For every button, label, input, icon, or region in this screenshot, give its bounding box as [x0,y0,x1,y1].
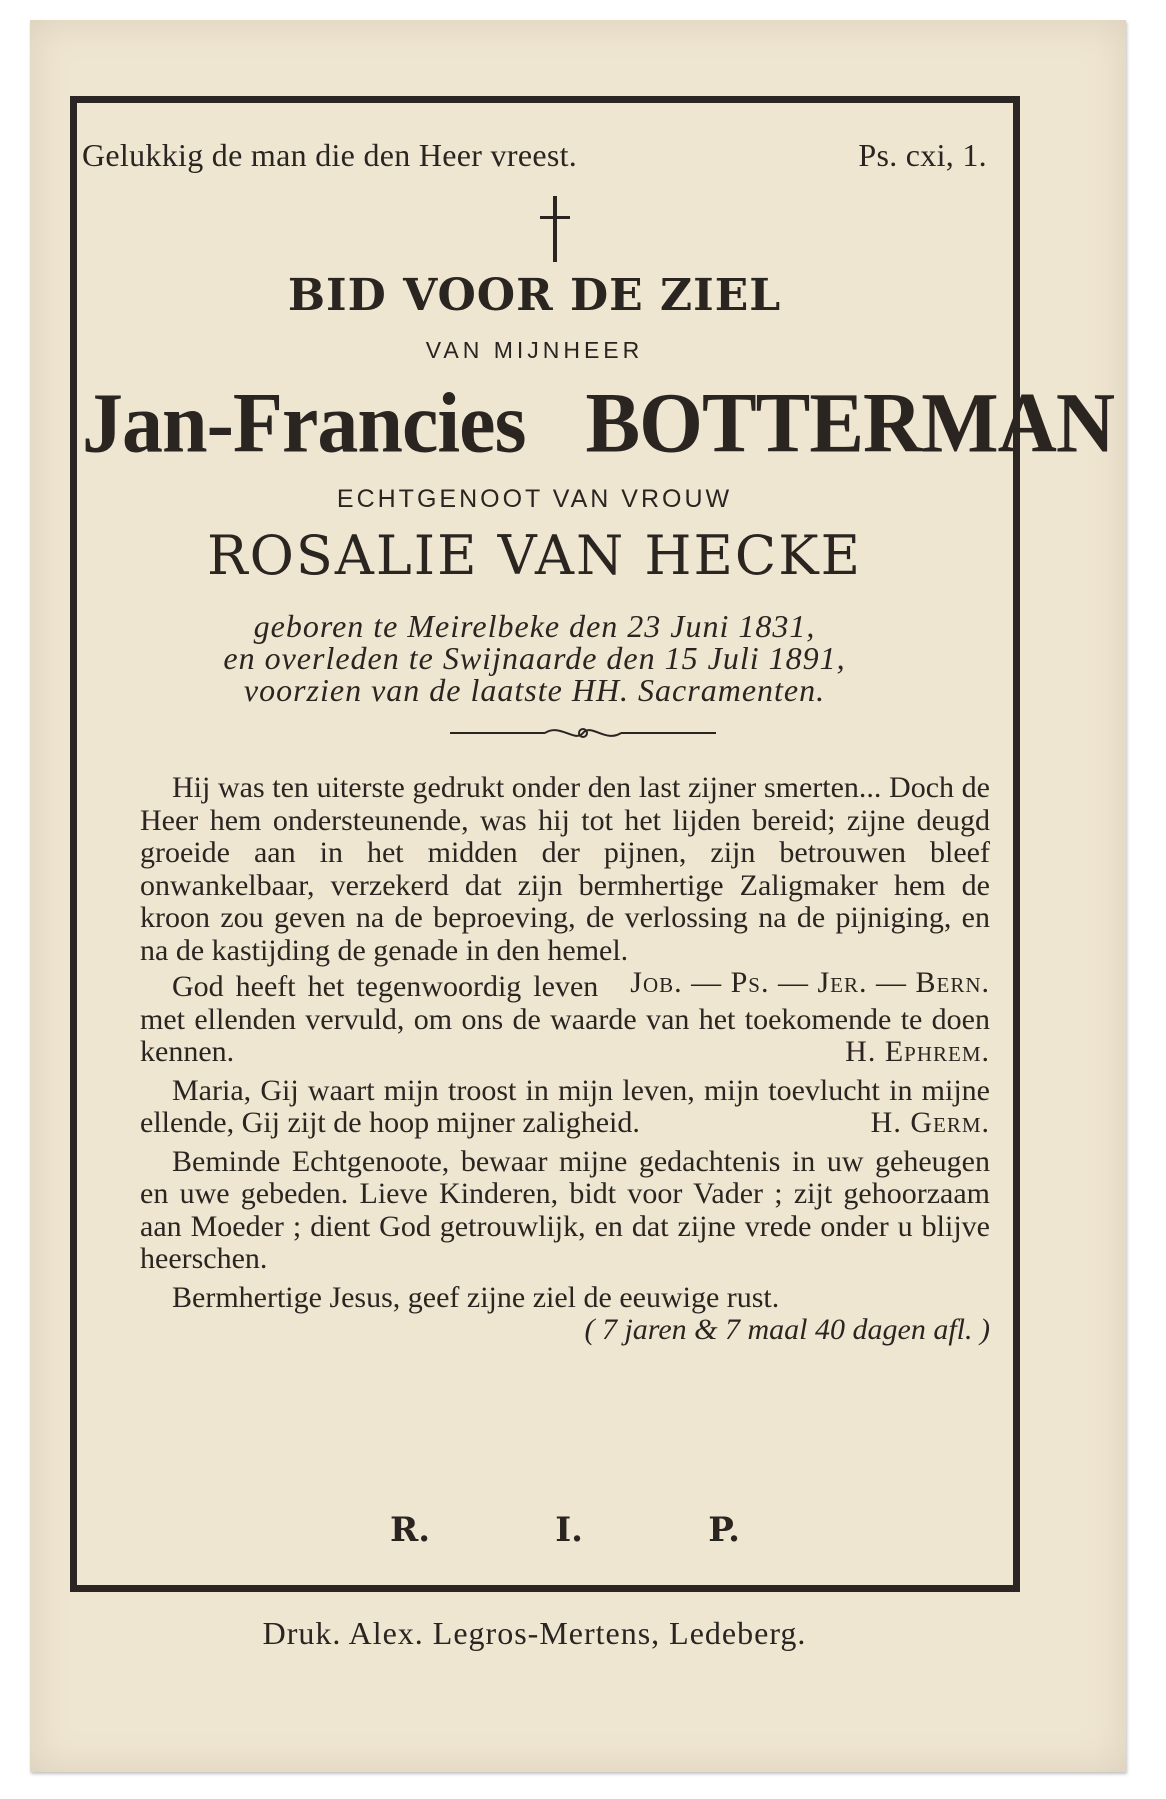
header-line [82,137,987,174]
sacraments-line: voorzien van de laatste HH. Sacramenten. [243,672,826,708]
spouse-name: ROSALIE VAN HECKE [206,524,863,587]
motto: Gelukkig de man die den Heer vreest. [82,137,578,173]
paragraph: God heeft het tegenwoordig leven met ellenden vervuld, om ons de waarde van het toekomende te doen kennen. H. Ephrem. [140,970,990,1068]
attribution: H. Ephrem. [845,1035,990,1068]
prayer-heading: BID VOOR DE ZIEL [287,270,782,321]
death-line: en overleden te Swijnaarde den 15 Juli 1891, [223,640,846,676]
surname: BOTTERMAN [585,374,1115,471]
cross-icon [540,196,570,262]
printer-imprint: Druk. Alex. Legros-Mertens, Ledeberg. [262,1615,807,1651]
paragraph: Beminde Echtgenoote, bewaar mijne gedachtenis in uw geheugen en uwe gebeden. Lieve Kinderen, bidt voor Vader ; zijt gehoorzaam aan Moeder ; dient God getrouwlijk, en dat zijne vrede onder u blijve heerschen. [140,1144,990,1275]
psalm-reference: Ps. cxi, 1. [858,137,987,173]
deceased-name [82,374,1115,473]
text-body [140,772,990,1347]
indulgence-note: ( 7 jaren & 7 maal 40 dagen afl. ) [584,1313,990,1346]
first-name: Jan-Francies [82,374,526,471]
rip-i: I. [555,1510,584,1550]
birth-line: geboren te Meirelbeke den 23 Juni 1831, [253,608,816,644]
paragraph: Hij was ten uiterste gedrukt onder den last zijner smerten... Doch de Heer hem ondersteunende, was hij tot het lijden bereid; zijne deugd groeide aan in het midden der pijnen, zijn betrouwen bleef onwankelbaar, verzekerd dat zijn bermhertige Zaligmaker hem de kroon zou geven na de beproeving, de verlossing na de pijniging, en na de kastijding de genade in den hemel. Job. — Ps. — Jer. — Bern. [140,771,990,999]
attribution: H. Germ. [870,1106,990,1139]
rip-r: R. [390,1510,431,1550]
paragraph: Bermhertige Jesus, geef zijne ziel de eeuwige rust. [172,1280,780,1314]
honorific: VAN MIJNHEER [425,337,644,363]
spouse-label: ECHTGENOOT VAN VROUW [336,485,733,513]
paragraph: Maria, Gij waart mijn troost in mijn leven, mijn toevlucht in mijne ellende, Gij zijt de hoop mijner zaligheid. H. Germ. [140,1073,990,1139]
rip [390,1510,740,1550]
attribution: Job. — Ps. — Jer. — Bern. [630,966,990,999]
ornament-divider [450,718,716,748]
rip-p: P. [708,1510,740,1550]
